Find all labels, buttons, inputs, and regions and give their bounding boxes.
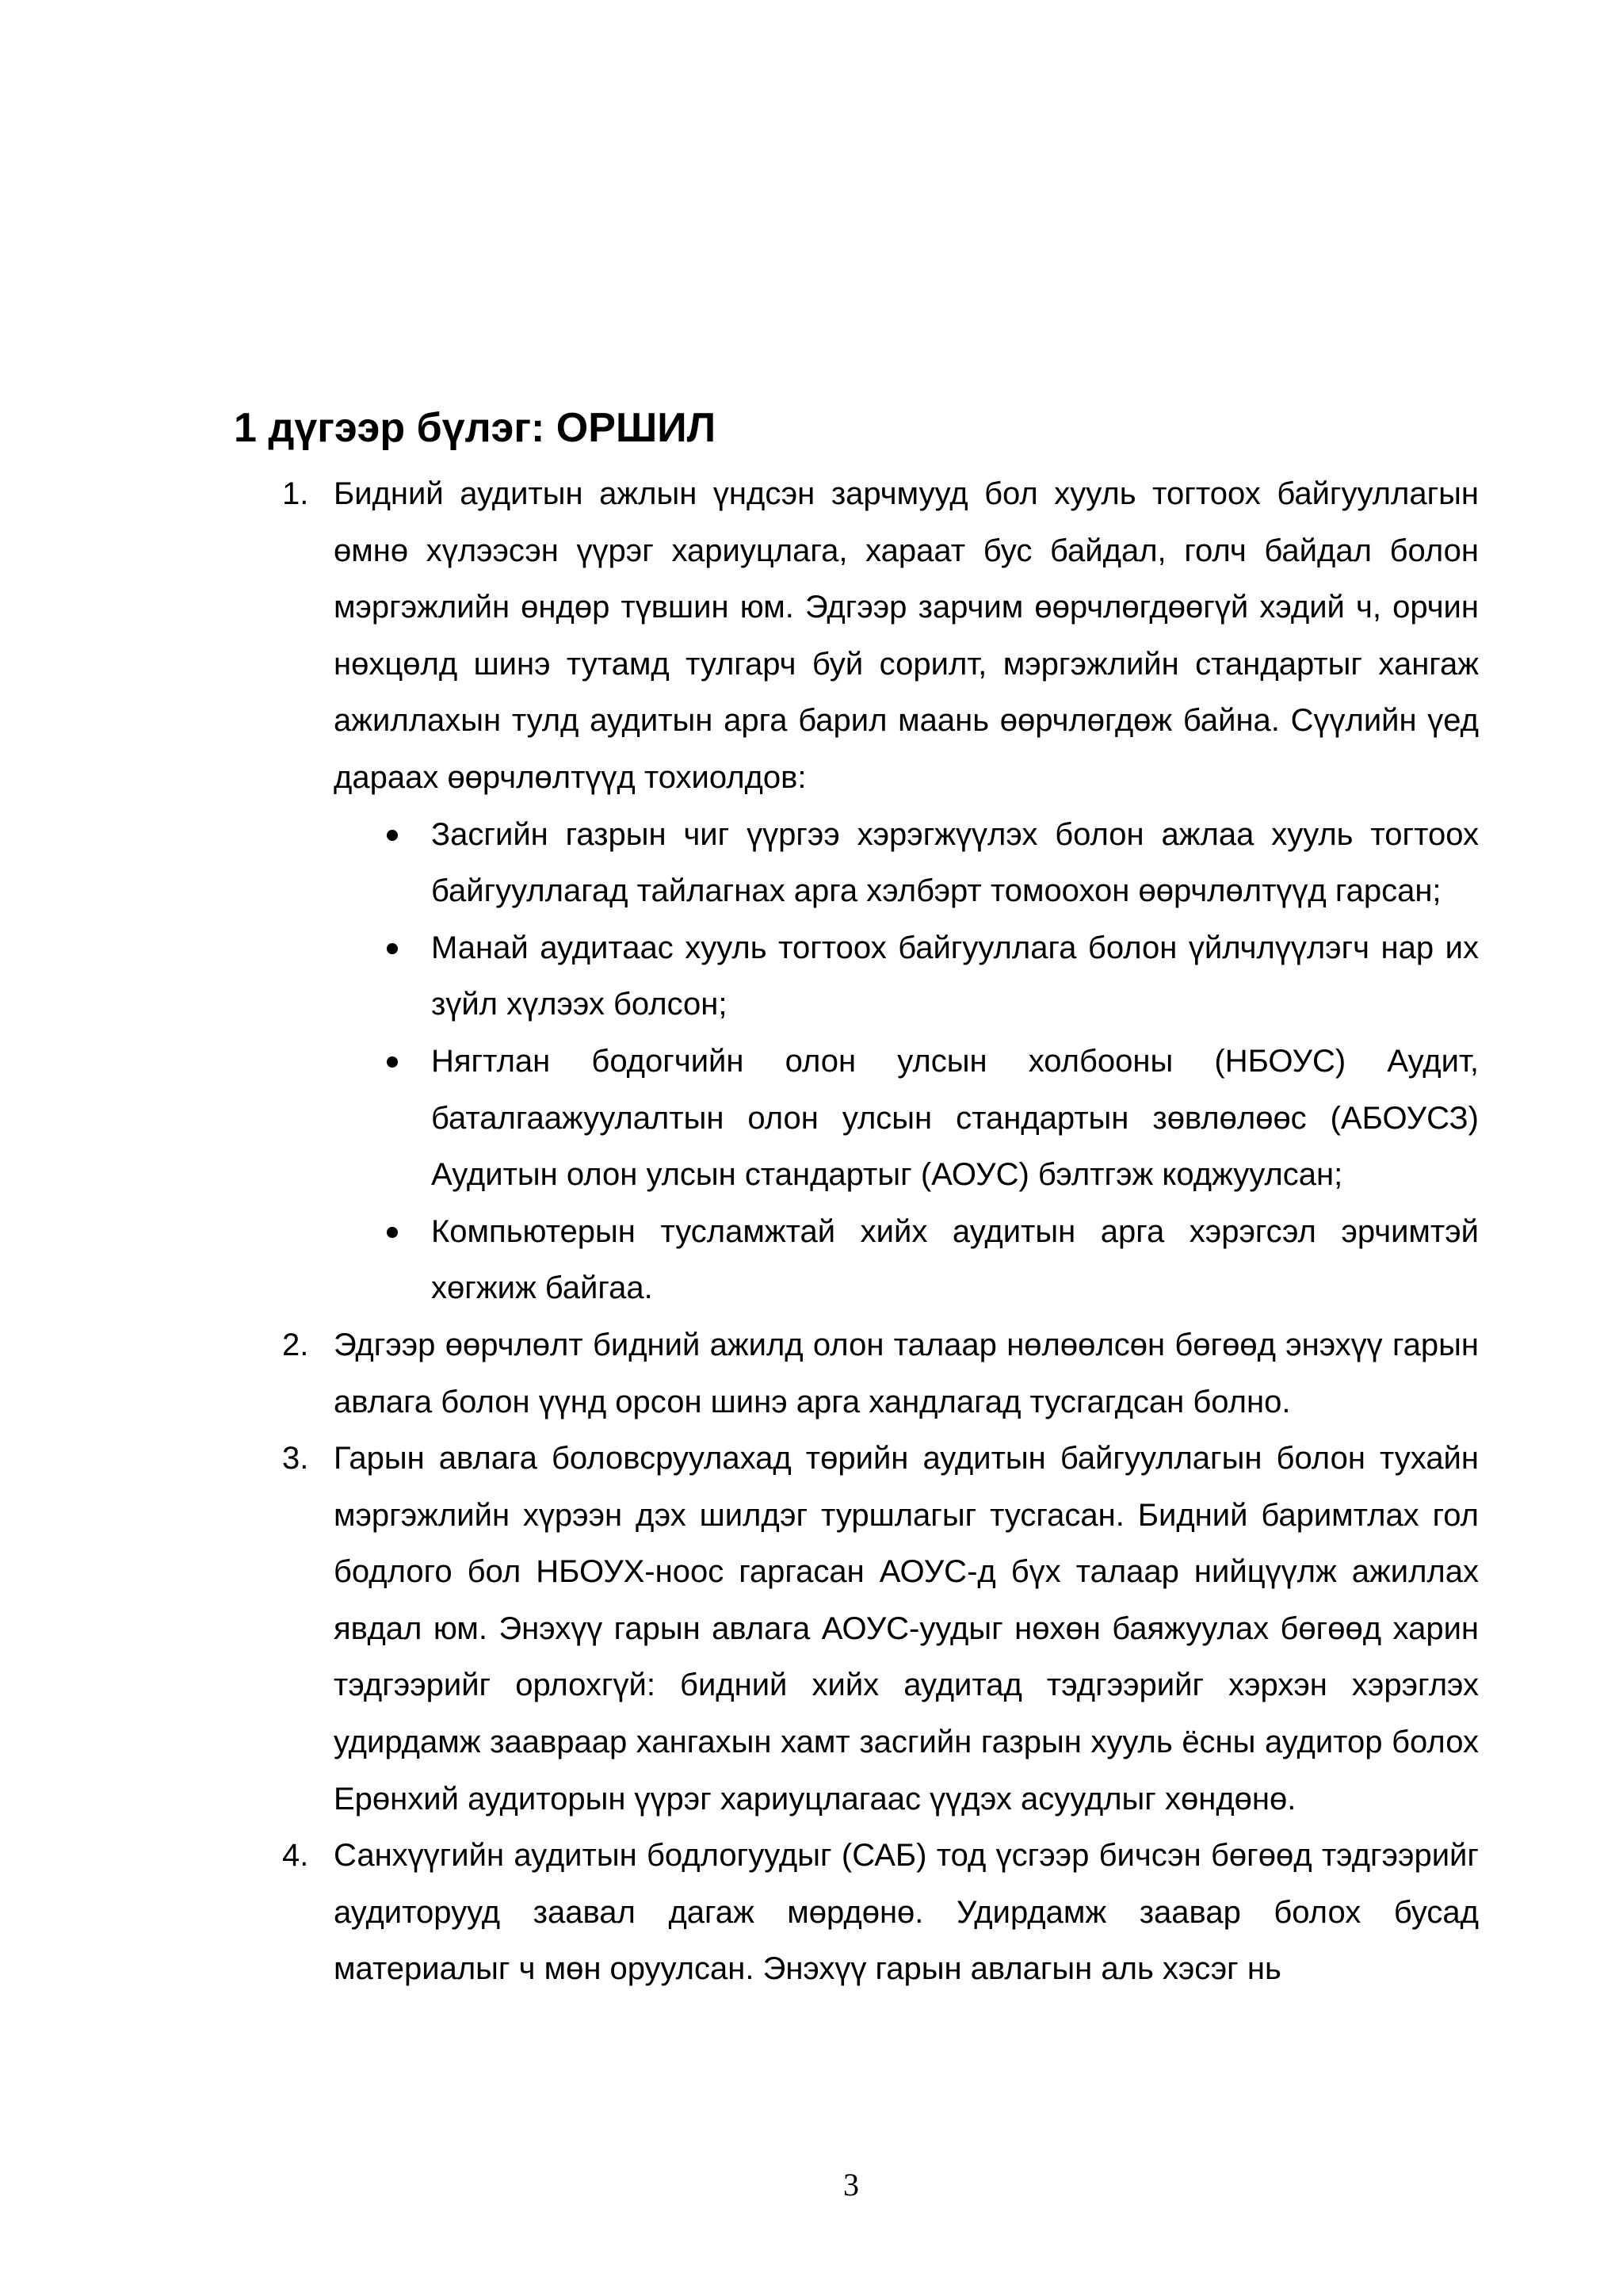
paragraph-text: Бидний аудитын ажлын үндсэн зарчмууд бол хууль тогтоох байгууллагын өмнө хүлээсэн үүрэг хариуцлага, хараат бус байдал, голч байдал болон мэргэжлийн өндөр түвшин юм. Эдгээр зарчим өөрчлөгдөөгүй хэдий ч, орчин нөхцөлд шинэ тутамд тулгарч буй сорилт, мэргэжлийн стандартыг хангаж ажиллахын тулд аудитын арга барил маань өөрчлөгдөж байна. Сүүлийн үед дараах өөрчлөлтүүд тохиолдов: — [334, 476, 1479, 795]
bullet-icon — [387, 1227, 398, 1238]
bullet-list — [334, 807, 1479, 1317]
list-item — [282, 1317, 1479, 1431]
paragraph-text: Санхүүгийн аудитын бодлогуудыг (САБ) тод үсгээр бичсэн бөгөөд тэдгээрийг аудиторууд заавал дагаж мөрдөнө. Удирдамж заавар болох бусад материалыг ч мөн оруулсан. Энэхүү гарын авлагын аль хэсэг нь — [334, 1838, 1479, 1987]
list-item — [282, 1431, 1479, 1828]
bullet-icon — [387, 1056, 398, 1068]
bullet-text: Манай аудитаас хууль тогтоох байгууллага болон үйлчлүүлэгч нар их зүйл хүлээх болсон; — [431, 930, 1479, 1022]
item-number: 2. — [282, 1327, 309, 1362]
bullet-text: Засгийн газрын чиг үүргээ хэрэгжүүлэх болон ажлаа хууль тогтоох байгууллагад тайлагнах арга хэлбэрт томоохон өөрчлөлтүүд гарсан; — [431, 816, 1479, 909]
list-item — [282, 466, 1479, 1317]
page-number: 3 — [843, 2167, 859, 2202]
bullet-item — [431, 807, 1479, 920]
bullet-text: Нягтлан бодогчийн олон улсын холбооны (НБОУС) Аудит, баталгаажуулалтын олон улсын стандартын зөвлөлөөс (АБОУСЗ) Аудитын олон улсын стандартыг (АОУС) бэлтгэж коджуулсан; — [431, 1043, 1479, 1193]
bullet-item — [431, 920, 1479, 1033]
chapter-title: 1 дүгээр бүлэг: ОРШИЛ — [234, 405, 716, 451]
bullet-item — [431, 1204, 1479, 1317]
item-number: 4. — [282, 1838, 309, 1874]
bullet-icon — [387, 830, 398, 841]
bullet-icon — [387, 943, 398, 954]
numbered-list — [282, 466, 1479, 1998]
paragraph-text: Эдгээр өөрчлөлт бидний ажилд олон талаар нөлөөлсөн бөгөөд энэхүү гарын авлага болон үүнд орсон шинэ арга хандлагад тусгагдсан болно. — [334, 1327, 1479, 1419]
paragraph-text: Гарын авлага боловсруулахад төрийн аудитын байгууллагын болон тухайн мэргэжлийн хүрээн дэх шилдэг туршлагыг тусгасан. Бидний баримтлах гол бодлого бол НБОУХ-ноос гаргасан АОУС-д бүх талаар нийцүүлж ажиллах явдал юм. Энэхүү гарын авлага АОУС-уудыг нөхөн баяжуулах бөгөөд харин тэдгээрийг орлохгүй: бидний хийх аудитад тэдгээрийг хэрхэн хэрэглэх удирдамж зааврaар хангахын хамт засгийн газрын хууль ёсны аудитор болох Ерөнхий аудиторын үүрэг хариуцлагаас үүдэх асуудлыг хөндөнө. — [334, 1441, 1479, 1817]
bullet-text: Компьютерын тусламжтай хийх аудитын арга хэрэгсэл эрчимтэй хөгжиж байгаа. — [431, 1213, 1479, 1306]
item-number: 1. — [282, 476, 309, 511]
item-number: 3. — [282, 1441, 309, 1477]
bullet-item — [431, 1033, 1479, 1204]
list-item — [282, 1828, 1479, 1998]
